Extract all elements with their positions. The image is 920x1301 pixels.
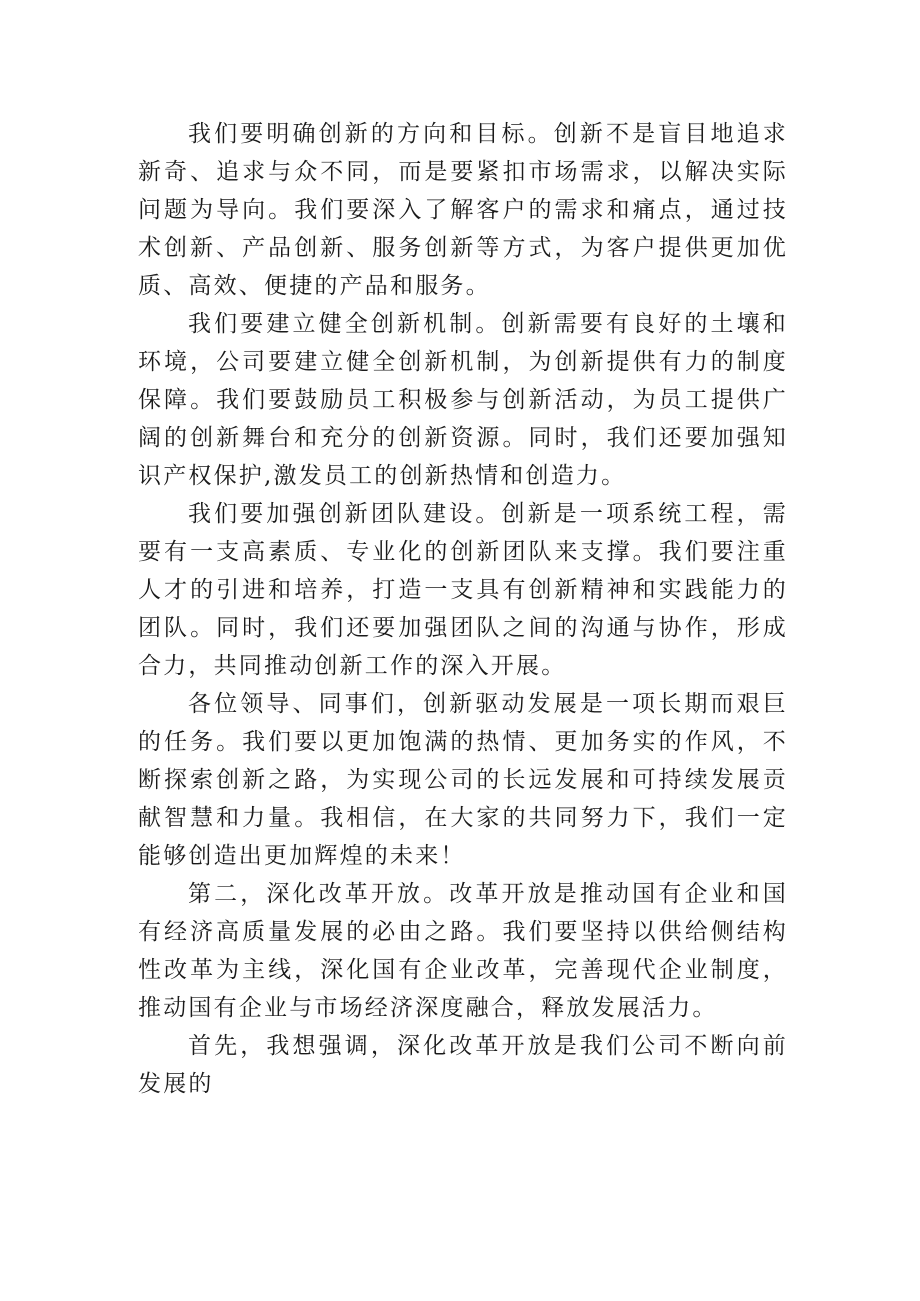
paragraph-first-point: 首先，我想强调，深化改革开放是我们公司不断向前发展的 — [138, 1033, 788, 1097]
paragraph-innovation-mechanism: 我们要建立健全创新机制。创新需要有良好的土壤和环境，公司要建立健全创新机制，为创新提供有力的制度保障。我们要鼓励员工积极参与创新活动，为员工提供广阔的创新舞台和充分的创新资源。同时，我们还要加强知识产权保护,激发员工的创新热情和创造力。 — [138, 311, 788, 489]
paragraph-deepen-reform: 第二，深化改革开放。改革开放是推动国有企业和国有经济高质量发展的必由之路。我们要坚持以供给侧结构性改革为主线，深化国有企业改革，完善现代企业制度，推动国有企业与市场经济深度融合，释放发展活力。 — [138, 881, 788, 1021]
paragraph-closing-remarks: 各位领导、同事们，创新驱动发展是一项长期而艰巨的任务。我们要以更加饱满的热情、更加务实的作风，不断探索创新之路，为实现公司的长远发展和可持续发展贡献智慧和力量。我相信，在大家的共同努力下，我们一定能够创造出更加辉煌的未来！ — [138, 691, 788, 869]
document-page — [138, 115, 788, 1103]
paragraph-innovation-team: 我们要加强创新团队建设。创新是一项系统工程，需要有一支高素质、专业化的创新团队来支撑。我们要注重人才的引进和培养，打造一支具有创新精神和实践能力的团队。同时，我们还要加强团队之间的沟通与协作，形成合力，共同推动创新工作的深入开展。 — [138, 501, 788, 679]
paragraph-innovation-direction: 我们要明确创新的方向和目标。创新不是盲目地追求新奇、追求与众不同，而是要紧扣市场需求，以解决实际问题为导向。我们要深入了解客户的需求和痛点，通过技术创新、产品创新、服务创新等方式，为客户提供更加优质、高效、便捷的产品和服务。 — [138, 121, 788, 299]
